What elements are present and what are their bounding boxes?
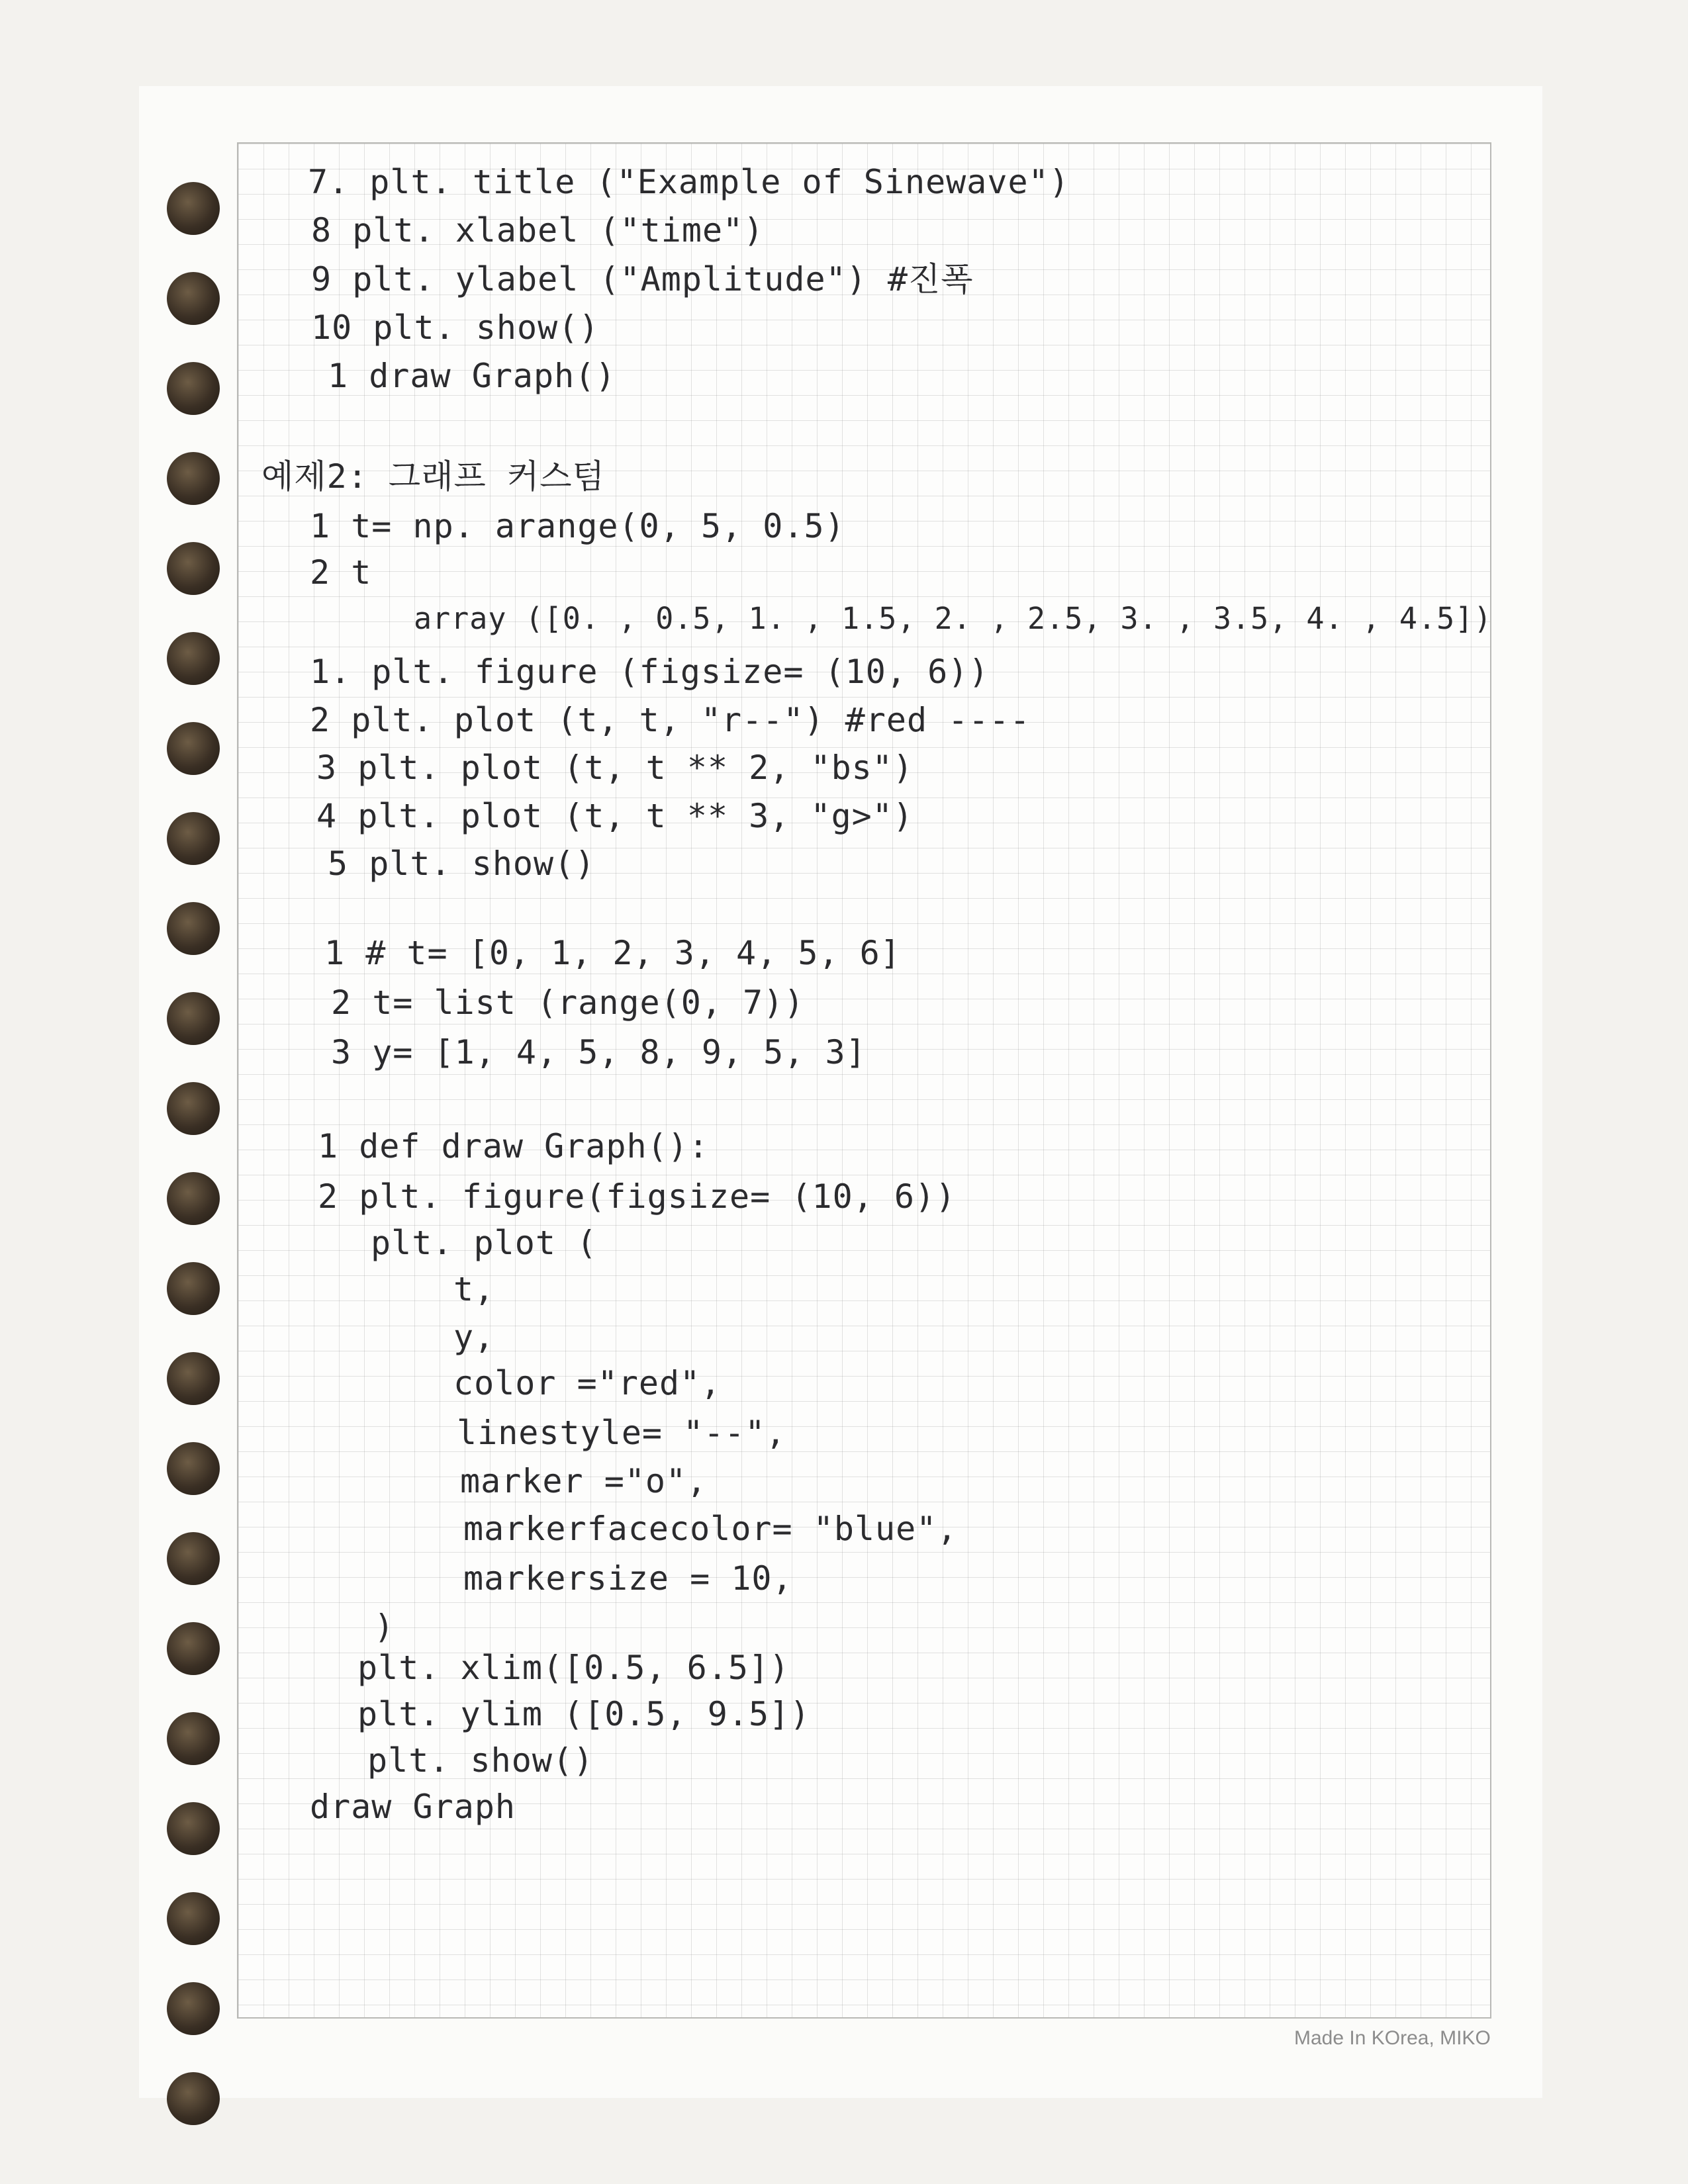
code-line: 2 t [310,553,372,592]
code-line: 1 # t= [0, 1, 2, 3, 4, 5, 6] [324,934,901,972]
binder-hole [167,1532,220,1585]
code-line: 3 plt. plot (t, t ** 2, "bs") [316,749,914,787]
code-line: 1. plt. figure (figsize= (10, 6)) [310,653,990,691]
code-line: 2 plt. figure(figsize= (10, 6)) [318,1177,957,1216]
code-line: 9 plt. ylabel ("Amplitude") #진폭 [311,260,974,298]
code-line: color ="red", [453,1364,722,1402]
code-line: 2 plt. plot (t, t, "r--") #red ---- [310,701,1031,739]
code-line: linestyle= "--", [457,1414,786,1452]
binder-hole [167,1442,220,1495]
code-line: plt. xlim([0.5, 6.5]) [357,1649,790,1687]
binder-hole [167,992,220,1045]
brand-label: Made In KOrea, MIKO [1294,2027,1491,2049]
binder-hole [167,272,220,325]
binder-hole [167,1712,220,1765]
code-line: draw Graph [310,1788,516,1826]
binder-hole [167,902,220,955]
code-line: 8 plt. xlabel ("time") [311,211,765,250]
binder-hole [167,182,220,235]
code-line: plt. ylim ([0.5, 9.5]) [357,1695,811,1733]
binder-hole [167,542,220,595]
binder-hole [167,1262,220,1315]
code-line: markersize = 10, [463,1559,793,1598]
binder-hole [167,1982,220,2035]
code-line: y, [453,1318,495,1356]
code-line: 1 def draw Graph(): [318,1127,709,1165]
code-line: plt. plot ( [371,1224,598,1262]
code-line: 1 draw Graph() [328,357,616,395]
binder-hole [167,722,220,775]
section-heading: 예제2: 그래프 커스텀 [261,457,605,496]
binder-hole [167,1892,220,1945]
code-line: ) [374,1608,395,1646]
code-line: markerfacecolor= "blue", [463,1510,958,1548]
binder-hole [167,2072,220,2125]
binder-hole [167,1082,220,1135]
binder-hole [167,812,220,865]
binder-hole [167,1622,220,1675]
code-line: 5 plt. show() [328,844,596,883]
code-line: 7. plt. title ("Example of Sinewave") [308,163,1070,201]
binder-hole [167,1352,220,1405]
binder-hole [167,362,220,415]
code-line: 1 t= np. arange(0, 5, 0.5) [310,507,845,545]
code-line: 4 plt. plot (t, t ** 3, "g>") [316,797,914,835]
grid-paper [237,142,1491,2019]
code-line: 3 y= [1, 4, 5, 8, 9, 5, 3] [331,1033,867,1071]
binder-hole [167,452,220,505]
binder-hole [167,1802,220,1855]
code-line: t, [453,1270,495,1308]
binder-hole [167,1172,220,1225]
array-output: array ([0. , 0.5, 1. , 1.5, 2. , 2.5, 3. , 3.5, 4. , 4.5]) [414,601,1493,636]
binder-hole [167,632,220,685]
code-line: marker ="o", [460,1462,708,1500]
code-line: plt. show() [367,1741,594,1780]
code-line: 10 plt. show() [311,308,600,347]
code-line: 2 t= list (range(0, 7)) [331,983,805,1022]
